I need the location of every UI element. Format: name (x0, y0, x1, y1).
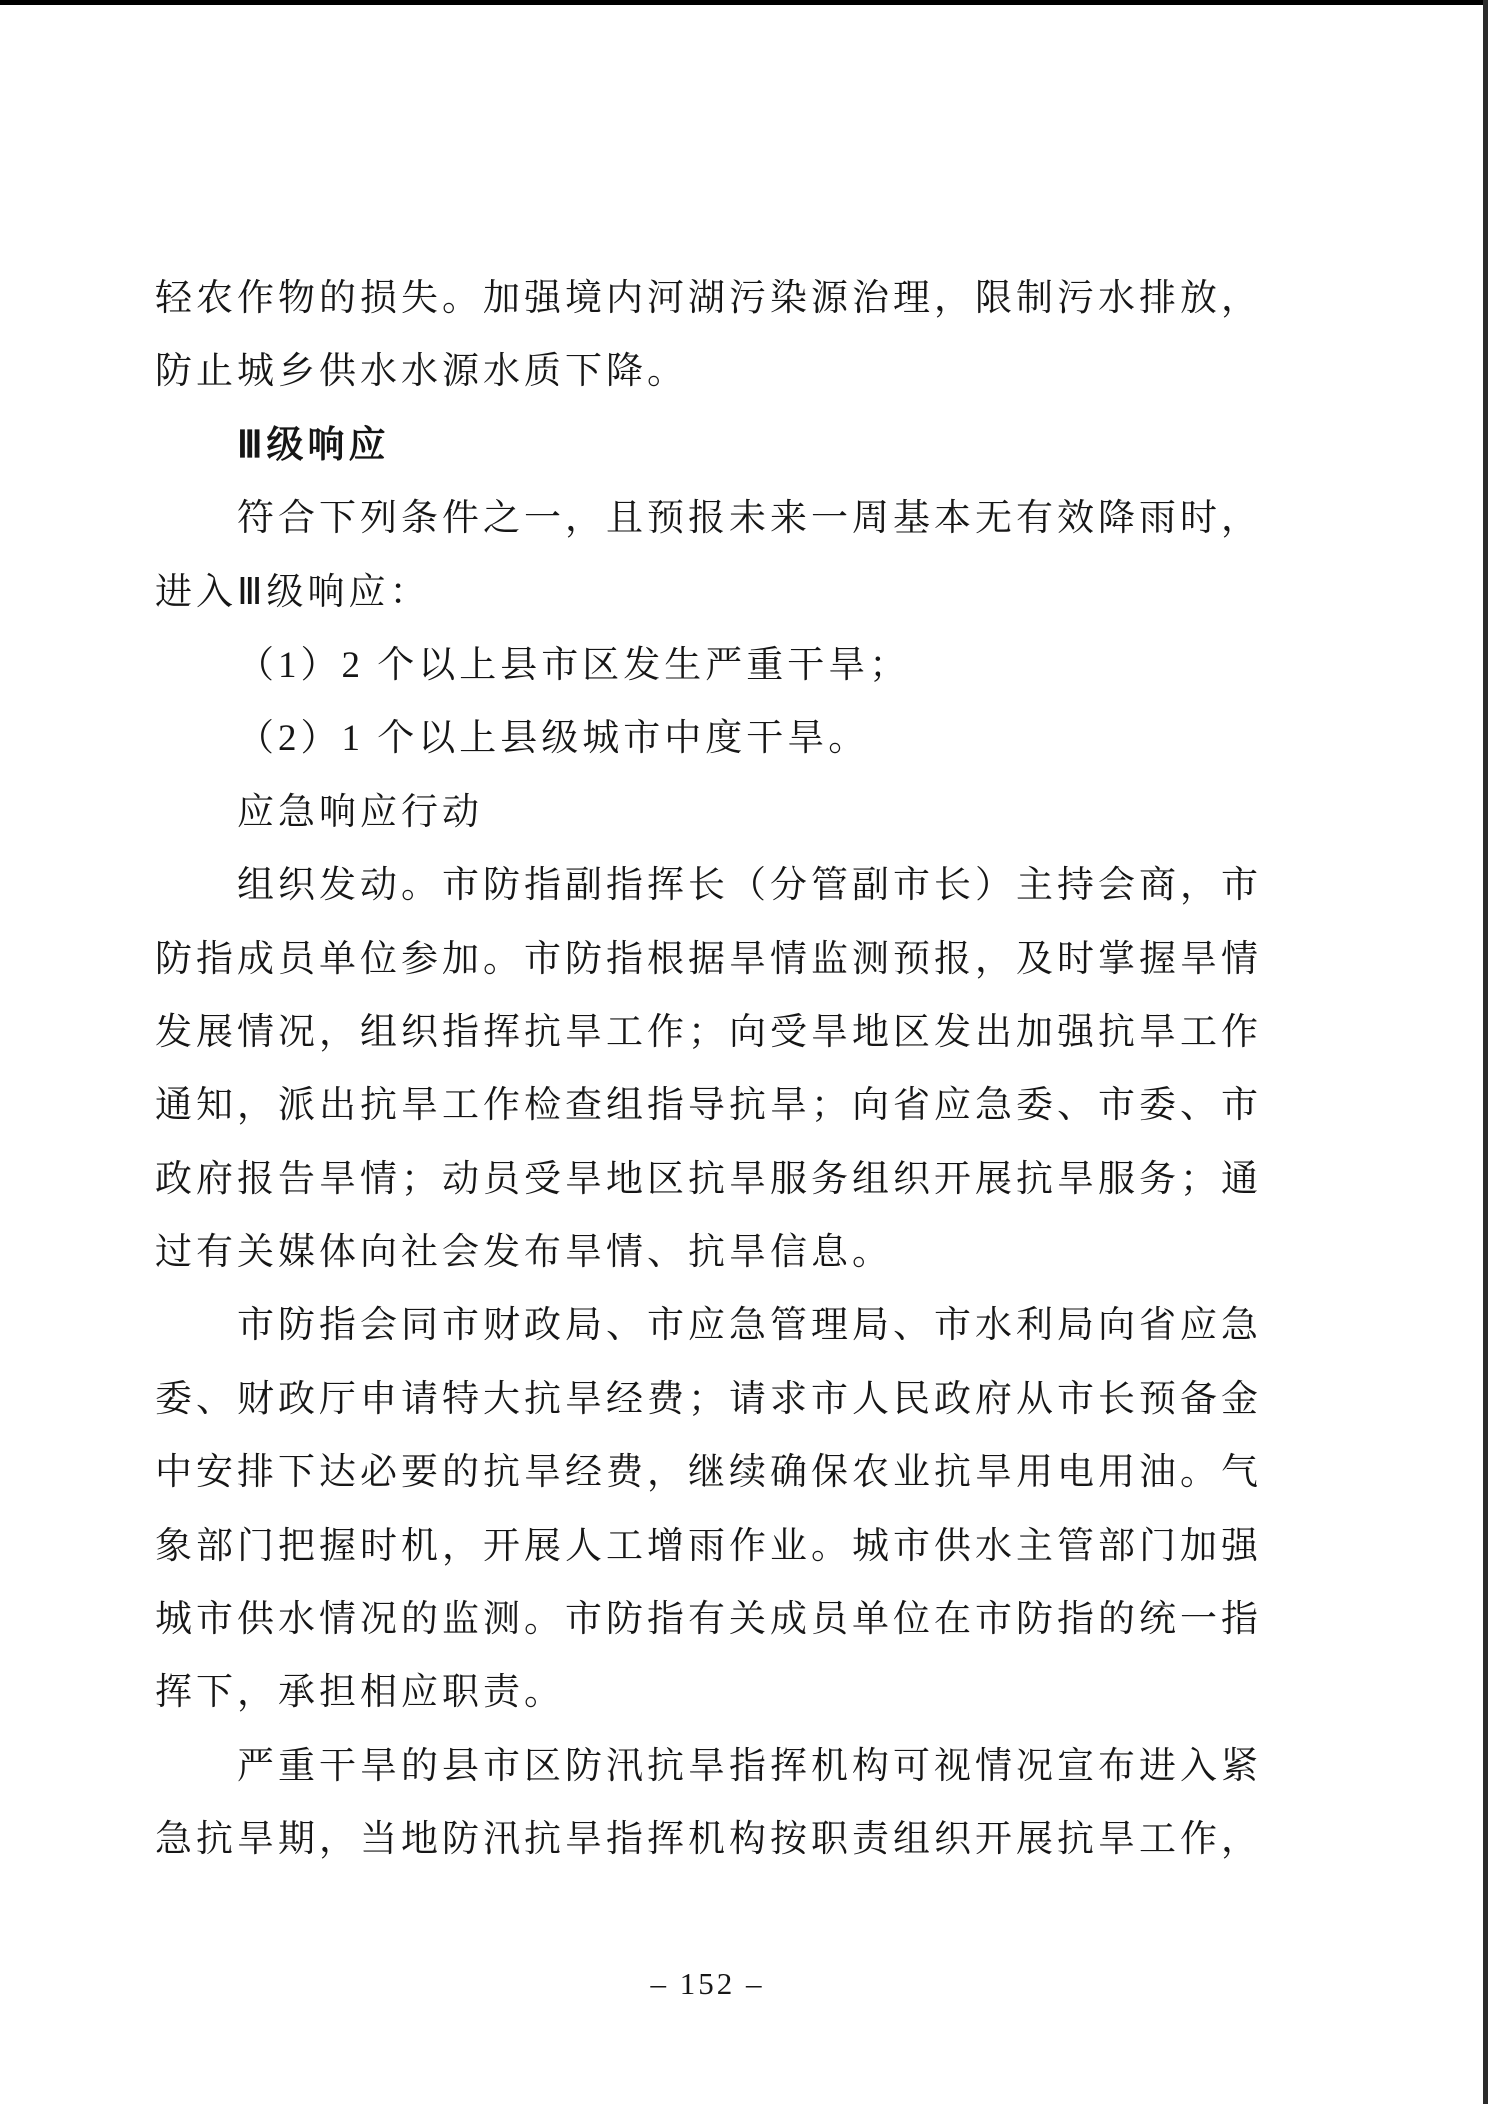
scan-edge-top (0, 0, 1488, 5)
text-line: 组织发动。市防指副指挥长（分管副市长）主持会商，市 (237, 865, 1262, 907)
text-line: 防指成员单位参加。市防指根据旱情监测预报，及时掌握旱情 (155, 938, 1262, 980)
sub-heading: 应急响应行动 (237, 791, 483, 833)
text-line: 严重干旱的县市区防汛抗旱指挥机构可视情况宣布进入紧 (237, 1745, 1262, 1787)
text-line: 发展情况，组织指挥抗旱工作；向受旱地区发出加强抗旱工作 (155, 1011, 1262, 1053)
list-item: （2）1 个以上县级城市中度干旱。 (237, 718, 870, 760)
text-line: 委、财政厅申请特大抗旱经费；请求市人民政府从市长预备金 (155, 1378, 1262, 1420)
scan-edge-right (1483, 0, 1488, 2104)
section-heading: Ⅲ级响应 (237, 424, 390, 466)
text-line: 进入Ⅲ级响应： (155, 571, 431, 613)
text-line: 符合下列条件之一，且预报未来一周基本无有效降雨时， (237, 498, 1262, 540)
text-line: 市防指会同市财政局、市应急管理局、市水利局向省应急 (237, 1305, 1262, 1347)
document-body (155, 262, 1285, 1877)
text-line: 象部门把握时机，开展人工增雨作业。城市供水主管部门加强 (155, 1525, 1262, 1567)
text-line: 过有关媒体向社会发布旱情、抗旱信息。 (155, 1232, 893, 1274)
text-line: 城市供水情况的监测。市防指有关成员单位在市防指的统一指 (155, 1599, 1262, 1641)
page-number: – 152 – (650, 1966, 765, 2001)
text-line: 急抗旱期，当地防汛抗旱指挥机构按职责组织开展抗旱工作， (155, 1819, 1262, 1861)
text-line: 中安排下达必要的抗旱经费，继续确保农业抗旱用电用油。气 (155, 1452, 1262, 1494)
text-line: 防止城乡供水水源水质下降。 (155, 351, 688, 393)
text-line: 政府报告旱情；动员受旱地区抗旱服务组织开展抗旱服务；通 (155, 1158, 1262, 1200)
text-line: 轻农作物的损失。加强境内河湖污染源治理，限制污水排放， (155, 278, 1262, 319)
list-item: （1）2 个以上县市区发生严重干旱； (237, 644, 911, 686)
text-line: 挥下，承担相应职责。 (155, 1672, 565, 1714)
text-line: 通知，派出抗旱工作检查组指导抗旱；向省应急委、市委、市 (155, 1085, 1262, 1127)
